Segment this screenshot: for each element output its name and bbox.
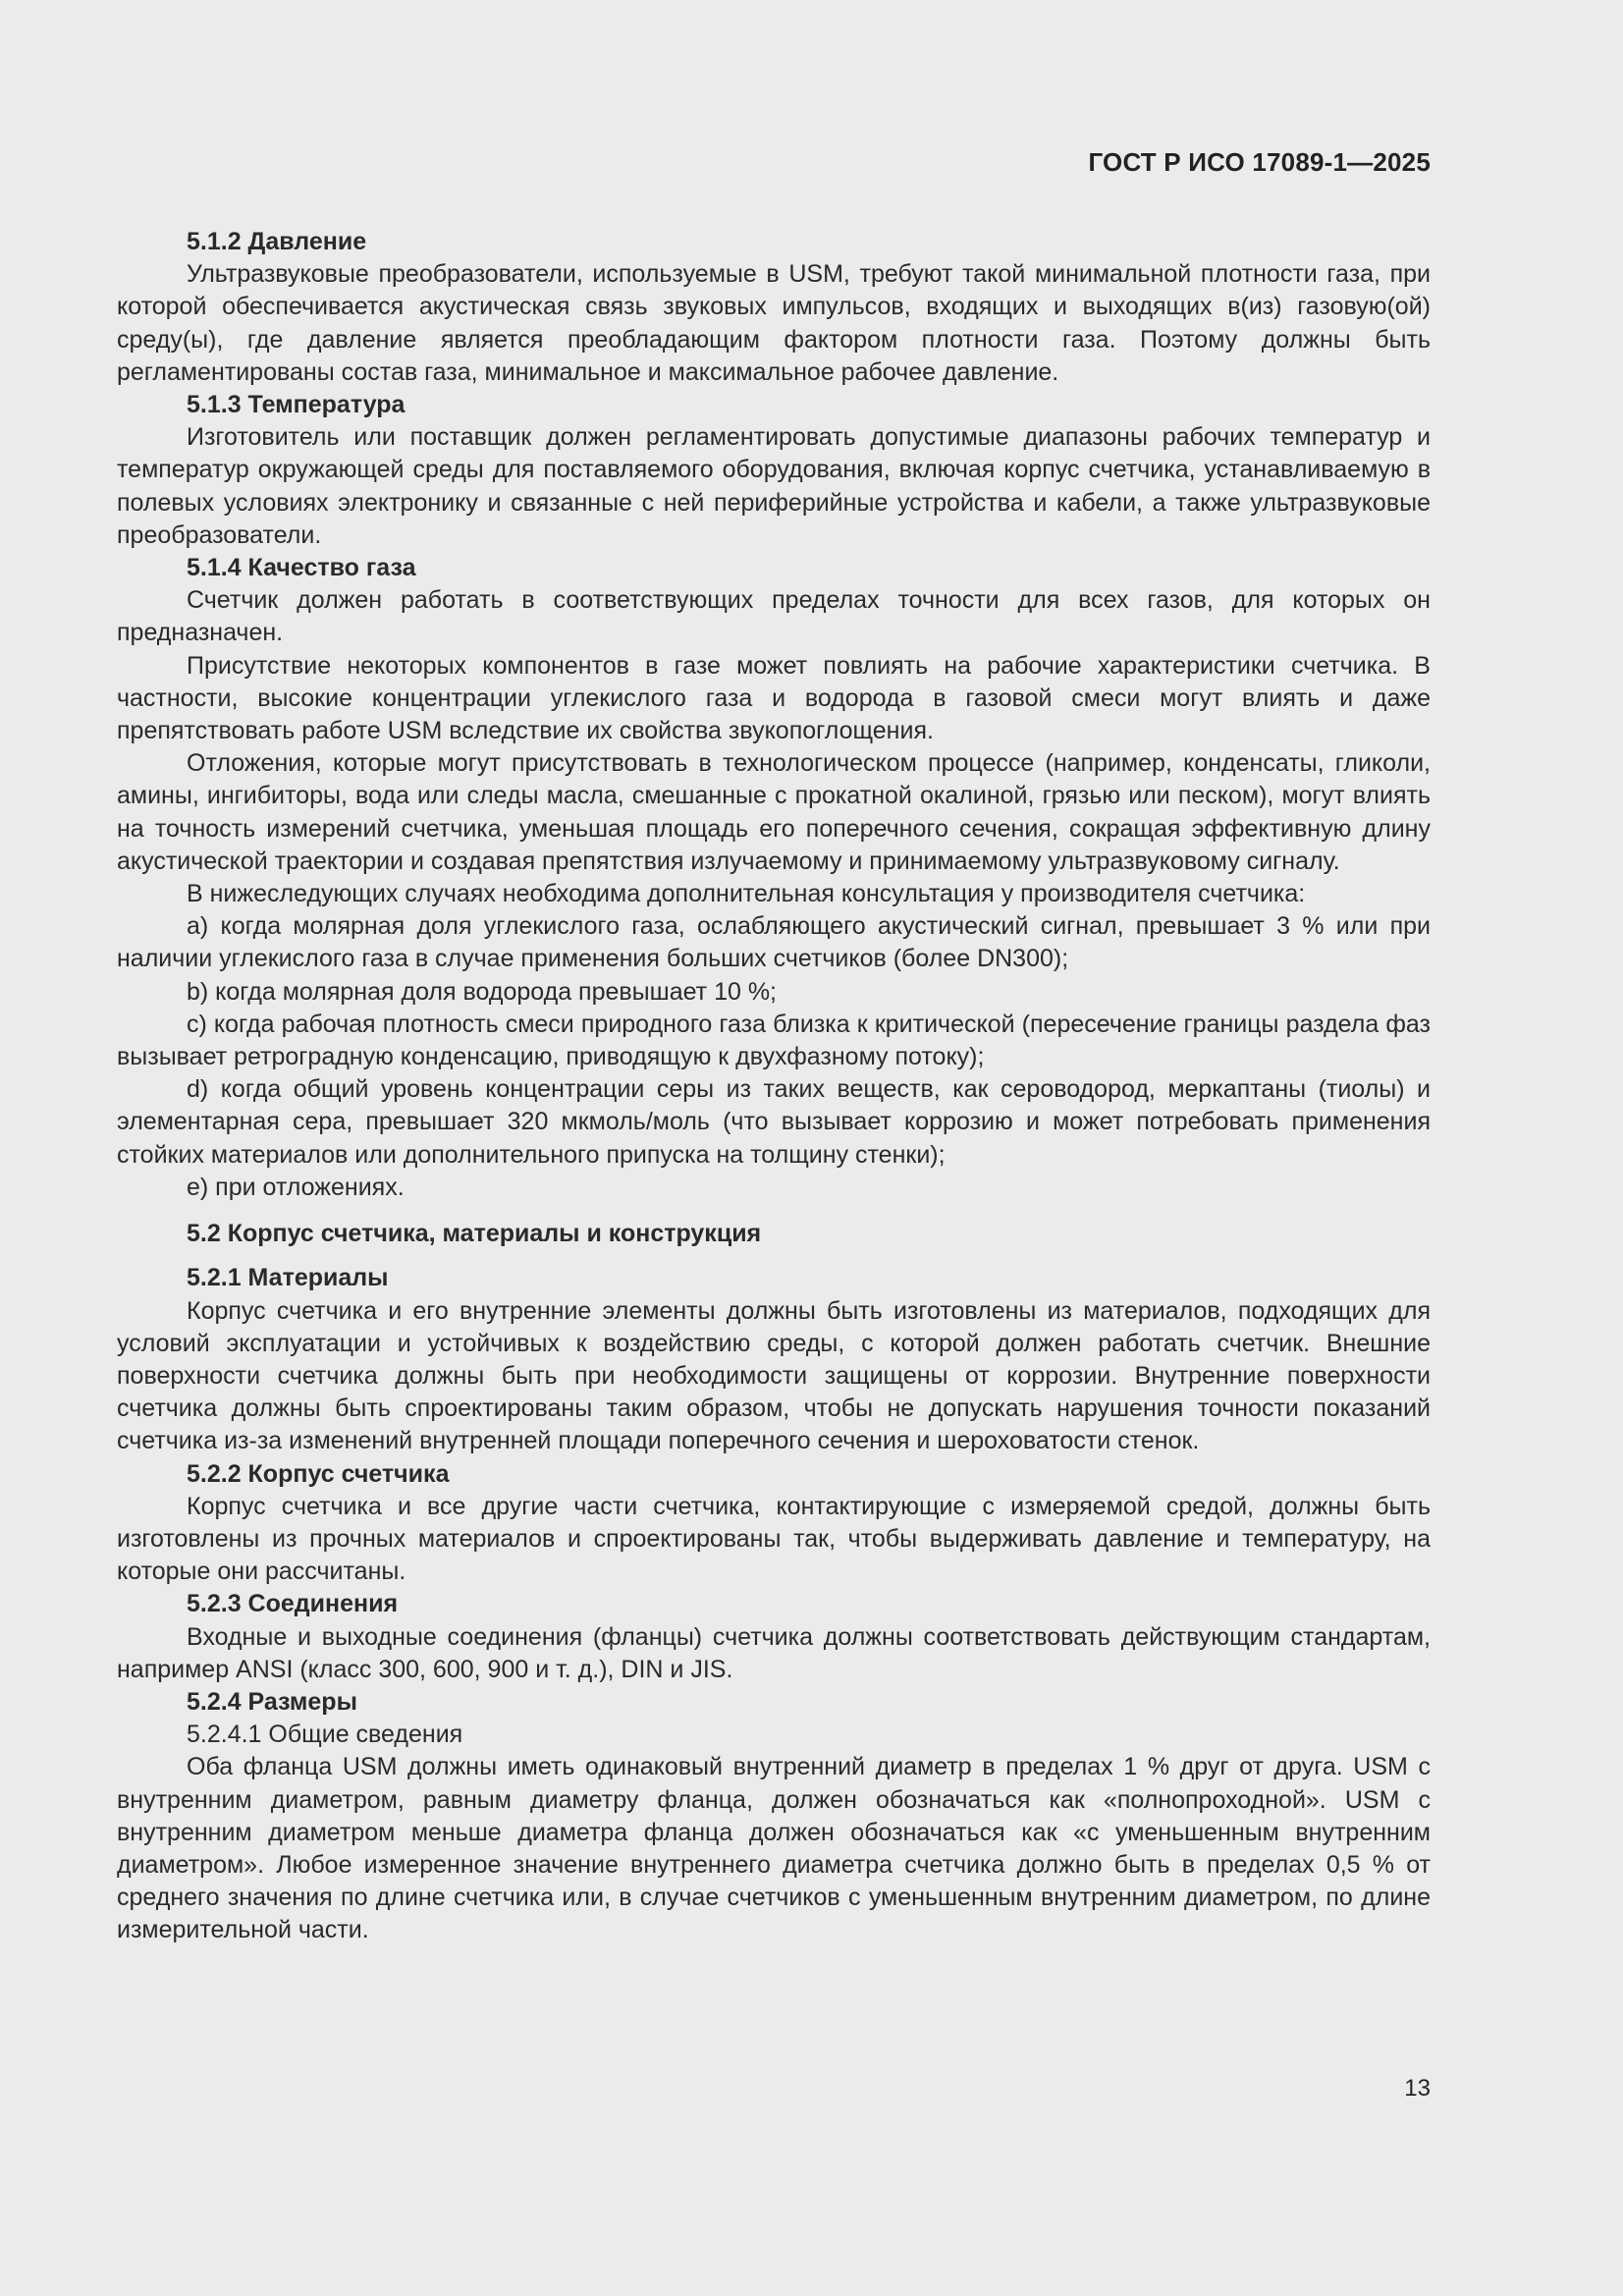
- paragraph: Ультразвуковые преобразователи, используемые в USM, требуют такой минимальной плотности газа, при которой обеспечивается акустическая связь звуковых импульсов, входящих и выходящих в(из) газовую(ой) среду(ы), где давление является преобладающим фактором плотности газа. Поэтому должны быть регламентированы состав газа, минимальное и максимальное рабочее давление.: [117, 260, 1431, 386]
- subsection-heading-5-2-4-1: 5.2.4.1 Общие сведения: [187, 1721, 463, 1749]
- list-item-e: e) при отложениях.: [187, 1173, 405, 1201]
- paragraph: Входные и выходные соединения (фланцы) счетчика должны соответствовать действующим стандартам, например ANSI (класс 300, 600, 900 и т. д.), DIN и JIS.: [117, 1622, 1431, 1683]
- section-heading-5-2-3: 5.2.3 Соединения: [187, 1590, 399, 1618]
- section-heading-5-2-4: 5.2.4 Размеры: [187, 1687, 357, 1716]
- document-header: ГОСТ Р ИСО 17089-1—2025: [1088, 147, 1431, 177]
- list-item-b: b) когда молярная доля водорода превышает 10 %;: [187, 977, 778, 1006]
- section-heading-5-1-4: 5.1.4 Качество газа: [187, 554, 416, 582]
- section-heading-5-2: 5.2 Корпус счетчика, материалы и конструкция: [187, 1220, 762, 1248]
- list-item-c: c) когда рабочая плотность смеси природного газа близка к критической (пересечение границы раздела фаз вызывает ретроградную конденсацию, приводящую к двухфазному потоку);: [117, 1010, 1431, 1071]
- section-heading-5-1-3: 5.1.3 Температура: [187, 391, 406, 419]
- paragraph: Изготовитель или поставщик должен регламентировать допустимые диапазоны рабочих температур и температур окружающей среды для поставляемого оборудования, включая корпус счетчика, устанавливаемую в полевых условиях электронику и связанные с ней периферийные устройства и кабели, а также ультразвуковые преобразователи.: [117, 423, 1431, 549]
- section-heading-5-2-2: 5.2.2 Корпус счетчика: [187, 1459, 450, 1488]
- paragraph: Оба фланца USM должны иметь одинаковый внутренний диаметр в пределах 1 % друг от друга. USM с внутренним диаметром, равным диаметру фланца, должен обозначаться как «полнопроходной». USM с внутренним диаметром меньше диаметра фланца должен обозначаться как «с уменьшенным внутренним диаметром». Любое измеренное значение внутреннего диаметра счетчика должно быть в пределах 0,5 % от среднего значения по длине счетчика или, в случае счетчиков с уменьшенным внутренним диаметром, по длине измерительной части.: [117, 1753, 1431, 1944]
- paragraph: Корпус счетчика и все другие части счетчика, контактирующие с измеряемой средой, должны быть изготовлены из прочных материалов и спроектированы так, чтобы выдерживать давление и температуру, на которые они рассчитаны.: [117, 1492, 1431, 1586]
- page-number: 13: [1404, 2075, 1431, 2102]
- section-heading-5-1-2: 5.1.2 Давление: [187, 228, 367, 255]
- paragraph: Счетчик должен работать в соответствующих пределах точности для всех газов, для которых он предназначен.: [117, 586, 1431, 647]
- paragraph: В нижеследующих случаях необходима дополнительная консультация у производителя счетчика:: [187, 880, 1306, 908]
- section-heading-5-2-1: 5.2.1 Материалы: [187, 1264, 389, 1292]
- paragraph: Присутствие некоторых компонентов в газе может повлиять на рабочие характеристики счетчика. В частности, высокие концентрации углекислого газа и водорода в газовой смеси могут влиять и даже препятствовать работе USM вследствие их свойства звукопоглощения.: [117, 651, 1431, 745]
- document-body: [117, 226, 1431, 1947]
- paragraph: Корпус счетчика и его внутренние элементы должны быть изготовлены из материалов, подходящих для условий эксплуатации и устойчивых к воздействию среды, с которой должен работать счетчик. Внешние поверхности счетчика должны быть при необходимости защищены от коррозии. Внутренние поверхности счетчика должны быть спроектированы таким образом, чтобы не допускать нарушения точности показаний счетчика из-за изменений внутренней площади поперечного сечения и шероховатости стенок.: [117, 1296, 1431, 1455]
- paragraph: Отложения, которые могут присутствовать в технологическом процессе (например, конденсаты, гликоли, амины, ингибиторы, вода или следы масла, смешанные с прокатной окалиной, грязью или песком), могут влиять на точность измерений счетчика, уменьшая площадь его поперечного сечения, сокращая эффективную длину акустической траектории и создавая препятствия излучаемому и принимаемому ультразвуковому сигналу.: [117, 749, 1431, 875]
- list-item-d: d) когда общий уровень концентрации серы из таких веществ, как сероводород, меркаптаны (тиолы) и элементарная сера, превышает 320 мкмоль/моль (что вызывает коррозию и может потребовать применения стойких материалов или дополнительного припуска на толщину стенки);: [117, 1075, 1431, 1169]
- list-item-a: а) когда молярная доля углекислого газа, ослабляющего акустический сигнал, превышает 3 % или при наличии углекислого газа в случае применения больших счетчиков (более DN300);: [117, 912, 1431, 973]
